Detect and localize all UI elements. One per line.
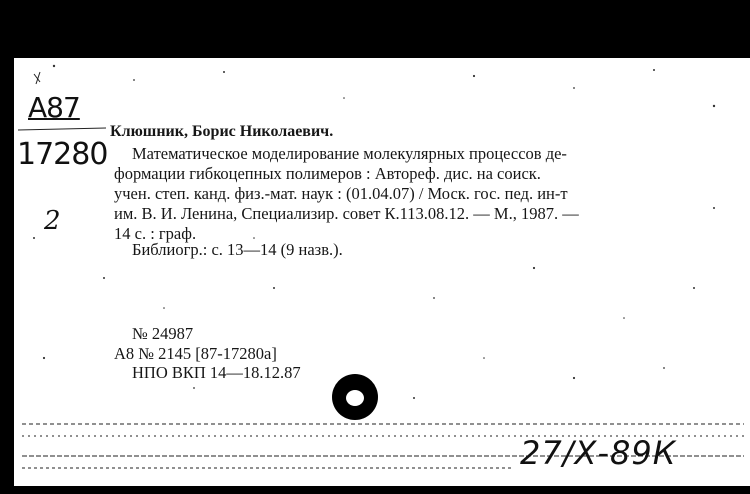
description-line: им. В. И. Ленина, Специализир. совет К.113.08.12. — М., 1987. — [114, 204, 579, 223]
shelf-mark-bottom: 17280 [17, 137, 108, 172]
author-heading: Клюшник, Борис Николаевич. [110, 123, 334, 140]
punch-hole [332, 374, 378, 420]
description-line: Математическое моделирование молекулярных процессов де- [132, 144, 567, 163]
punch-hole-center [346, 390, 364, 406]
shelf-mark-top: А87 [28, 91, 80, 124]
npo-line: НПО ВКП 14—18.12.87 [132, 363, 301, 382]
record-number: № 24987 [132, 324, 194, 343]
description-line: 14 с. : граф. [114, 224, 197, 243]
description-line: формации гибкоцепных полимеров : Автореф. дис. на соиск. [114, 164, 541, 183]
bibliography-note: Библиогр.: с. 13—14 (9 назв.). [132, 240, 343, 259]
description-line: учен. степ. канд. физ.-мат. наук : (01.04.07) / Моск. гос. пед. ин-т [114, 184, 568, 203]
catalog-card [14, 58, 750, 486]
a8-index: А8 № 2145 [87-17280а] [114, 344, 277, 363]
copy-mark: 2 [44, 206, 61, 236]
description-block [114, 144, 579, 244]
handwritten-date: 27/Х-89К [520, 434, 677, 472]
